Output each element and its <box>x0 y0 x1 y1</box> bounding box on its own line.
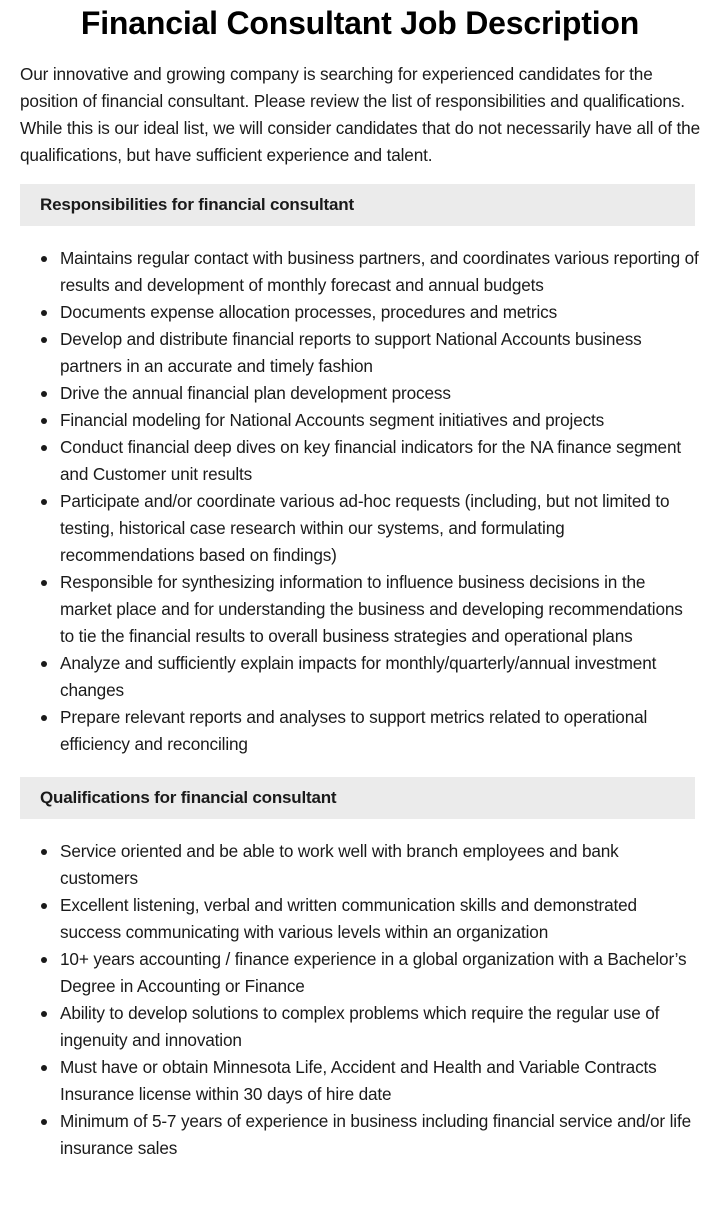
list-item <box>60 380 700 407</box>
list-item-text: Develop and distribute financial reports to support National Accounts business partners in an accurate and timely fashion <box>60 329 642 376</box>
list-item <box>60 488 700 569</box>
bullet-icon <box>41 418 47 424</box>
list-item <box>60 704 700 758</box>
list-item-text: Participate and/or coordinate various ad-hoc requests (including, but not limited to testing, historical case research within our systems, and formulating recommendations based on findings) <box>60 491 670 565</box>
list-item <box>60 1000 700 1054</box>
bullet-icon <box>41 715 47 721</box>
list-item <box>60 326 700 380</box>
list-item-text: Documents expense allocation processes, procedures and metrics <box>60 302 558 322</box>
bullet-icon <box>41 661 47 667</box>
list-item <box>60 1054 700 1108</box>
list-item-text: Maintains regular contact with business partners, and coordinates various reporting of results and development of monthly forecast and annual budgets <box>60 248 699 295</box>
list-item-text: Responsible for synthesizing information to influence business decisions in the market place and for understanding the business and developing recommendations to tie the financial results to overall business strategies and operational plans <box>60 572 683 646</box>
list-item-text: Financial modeling for National Accounts segment initiatives and projects <box>60 410 605 430</box>
bullet-icon <box>41 445 47 451</box>
list-item-text: Ability to develop solutions to complex problems which require the regular use of ingenuity and innovation <box>60 1003 660 1050</box>
responsibilities-list <box>20 245 700 758</box>
bullet-icon <box>41 1065 47 1071</box>
list-item-text: Service oriented and be able to work well with branch employees and bank customers <box>60 841 619 888</box>
responsibilities-heading: Responsibilities for financial consultant <box>20 184 695 226</box>
qualifications-heading: Qualifications for financial consultant <box>20 777 695 819</box>
list-item <box>60 245 700 299</box>
bullet-icon <box>41 310 47 316</box>
list-item-text: Prepare relevant reports and analyses to support metrics related to operational efficiency and reconciling <box>60 707 648 754</box>
list-item-text: 10+ years accounting / finance experience in a global organization with a Bachelor’s Degree in Accounting or Finance <box>60 949 687 996</box>
bullet-icon <box>41 499 47 505</box>
list-item-text: Drive the annual financial plan development process <box>60 383 451 403</box>
list-item <box>60 434 700 488</box>
list-item <box>60 569 700 650</box>
list-item <box>60 407 700 434</box>
list-item <box>60 1108 700 1162</box>
qualifications-list <box>20 838 700 1162</box>
list-item-text: Minimum of 5-7 years of experience in business including financial service and/or life insurance sales <box>60 1111 691 1158</box>
list-item <box>60 838 700 892</box>
bullet-icon <box>41 256 47 262</box>
bullet-icon <box>41 849 47 855</box>
list-item <box>60 892 700 946</box>
list-item <box>60 299 700 326</box>
list-item-text: Conduct financial deep dives on key financial indicators for the NA finance segment and Customer unit results <box>60 437 681 484</box>
bullet-icon <box>41 957 47 963</box>
page-title: Financial Consultant Job Description <box>80 5 640 41</box>
bullet-icon <box>41 337 47 343</box>
list-item-text: Excellent listening, verbal and written communication skills and demonstrated success communicating with various levels within an organization <box>60 895 637 942</box>
list-item <box>60 650 700 704</box>
bullet-icon <box>41 1119 47 1125</box>
bullet-icon <box>41 580 47 586</box>
list-item-text: Must have or obtain Minnesota Life, Accident and Health and Variable Contracts Insurance license within 30 days of hire date <box>60 1057 657 1104</box>
bullet-icon <box>41 903 47 909</box>
list-item <box>60 946 700 1000</box>
list-item-text: Analyze and sufficiently explain impacts for monthly/quarterly/annual investment changes <box>60 653 657 700</box>
intro-paragraph: Our innovative and growing company is searching for experienced candidates for the position of financial consultant. Please review the list of responsibilities and qualifications. While this is our ideal list, we will consider candidates that do not necessarily have all of the qualifications, but have sufficient experience and talent. <box>20 64 700 165</box>
bullet-icon <box>41 1011 47 1017</box>
bullet-icon <box>41 391 47 397</box>
